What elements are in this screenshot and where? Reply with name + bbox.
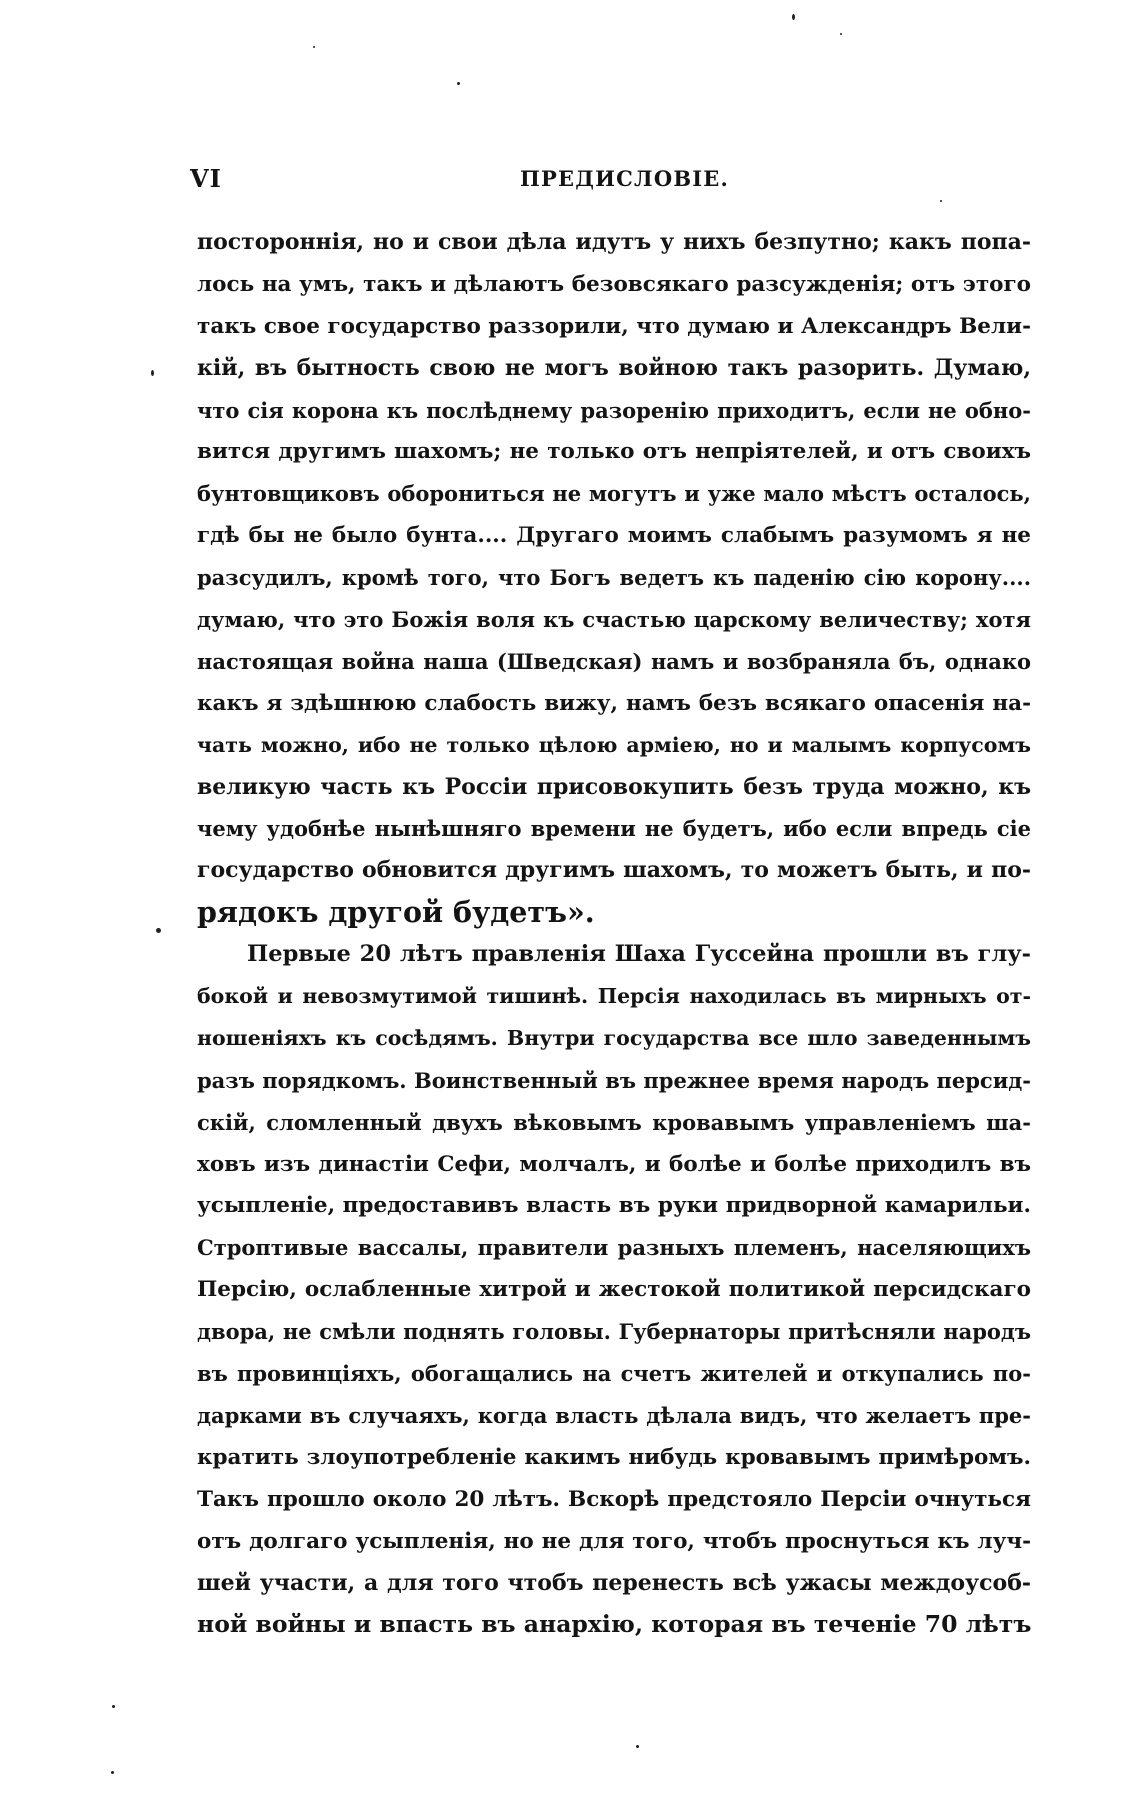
text-line: какъ я здѣшнюю слабость вижу, намъ безъ всякаго опасенія на- (197, 690, 1031, 716)
text-line: кратить злоупотребленіе какимъ нибудь кровавымъ примѣромъ. (197, 1444, 1031, 1470)
text-line: бунтовщиковъ оборониться не могутъ и уже мало мѣстъ осталось, (197, 481, 1031, 507)
text-line: чать можно, ибо не только цѣлою арміею, но и малымъ корпусомъ (197, 732, 1031, 757)
paragraph-2 (197, 934, 1031, 1646)
text-line: великую часть къ Россіи присовокупить безъ труда можно, къ (197, 773, 1031, 800)
text-line: государство обновится другимъ шахомъ, то можетъ быть, и по- (197, 857, 1031, 884)
scan-speck (457, 82, 460, 85)
text-line: скій, сломленный двухъ вѣковымъ кровавымъ управленіемъ ша- (197, 1109, 1031, 1135)
text-line: такъ свое государство раззорили, что думаю и Александръ Вели- (197, 313, 1031, 339)
scan-speck (840, 33, 842, 35)
text-line: въ провинціяхъ, обогащались на счетъ жителей и откупались по- (197, 1361, 1031, 1387)
text-line: Такъ прошло около 20 лѣтъ. Вскорѣ предстояло Персіи очнуться (197, 1486, 1031, 1512)
text-line: шей участи, а для того чтобъ перенесть всѣ ужасы междоусоб- (197, 1569, 1031, 1596)
text-line: двора, не смѣли поднять головы. Губернаторы притѣсняли народъ (197, 1319, 1031, 1345)
text-line: ношеніяхъ къ сосѣдямъ. Внутри государства все шло заведеннымъ (197, 1025, 1031, 1050)
text-line: отъ долгаго усыпленія, но не для того, чтобъ проснуться къ луч- (197, 1528, 1031, 1554)
text-line: гдѣ бы не было бунта.... Другаго моимъ слабымъ разумомъ я не (197, 523, 1031, 549)
text-line: разсудилъ, кромѣ того, что Богъ ведетъ къ паденію сію корону.... (197, 565, 1031, 591)
scan-speck (111, 1771, 114, 1774)
text-line: рядокъ другой будетъ». (197, 895, 595, 930)
text-line: ной войны и впасть въ анархію, которая въ теченіе 70 лѣтъ (197, 1610, 1032, 1639)
scan-speck (156, 928, 161, 933)
scan-speck (151, 370, 154, 376)
text-line: вится другимъ шахомъ; не только отъ непріятелей, и отъ своихъ (197, 439, 1031, 465)
paragraph-1 (197, 222, 1031, 934)
text-line: бокой и невозмутимой тишинѣ. Персія находилась въ мирныхъ от- (197, 984, 1031, 1009)
text-line: лось на умъ, такъ и дѣлаютъ безовсякаго разсужденія; отъ этого (197, 271, 1031, 297)
text-line: думаю, что это Божія воля къ счастью царскому величеству; хотя (197, 607, 1031, 633)
text-line: что сія корона къ послѣднему разоренію приходитъ, если не обно- (197, 397, 1031, 423)
text-line: кій, въ бытность свою не могъ войною такъ разорить. Думаю, (197, 354, 1031, 381)
scan-speck (940, 200, 942, 202)
page-number: VI (190, 164, 222, 193)
scan-speck (313, 46, 315, 48)
text-line: разъ порядкомъ. Воинственный въ прежнее время народъ персид- (197, 1067, 1031, 1093)
text-line: Персію, ослабленные хитрой и жестокой политикой персидскаго (197, 1277, 1031, 1303)
scan-speck (112, 1705, 115, 1708)
text-line: Первые 20 лѣтъ правленія Шаха Гуссейна прошли въ глу- (247, 941, 1031, 968)
scan-speck (636, 1745, 639, 1748)
running-head (190, 158, 1030, 198)
text-line: настоящая война наша (Шведская) намъ и возбраняла бъ, однако (197, 648, 1031, 674)
text-line: ховъ изъ династіи Сефи, молчалъ, и болѣе и болѣе приходилъ въ (197, 1151, 1031, 1177)
text-line: дарками въ случаяхъ, когда власть дѣлала видъ, что желаетъ пре- (197, 1402, 1031, 1428)
running-title: ПРЕДИСЛОВІЕ. (520, 166, 730, 191)
text-line: постороннія, но и свои дѣла идутъ у нихъ безпутно; какъ попа- (197, 229, 1031, 255)
scan-speck (792, 14, 795, 20)
text-line: усыпленіе, предоставивъ власть въ руки придворной камарильи. (197, 1193, 1031, 1219)
body-text (197, 222, 1031, 1646)
text-line: Строптивые вассалы, правители разныхъ племенъ, населяющихъ (197, 1235, 1031, 1261)
text-line: чему удобнѣе нынѣшняго времени не будетъ, ибо если впредь сіе (197, 816, 1031, 842)
